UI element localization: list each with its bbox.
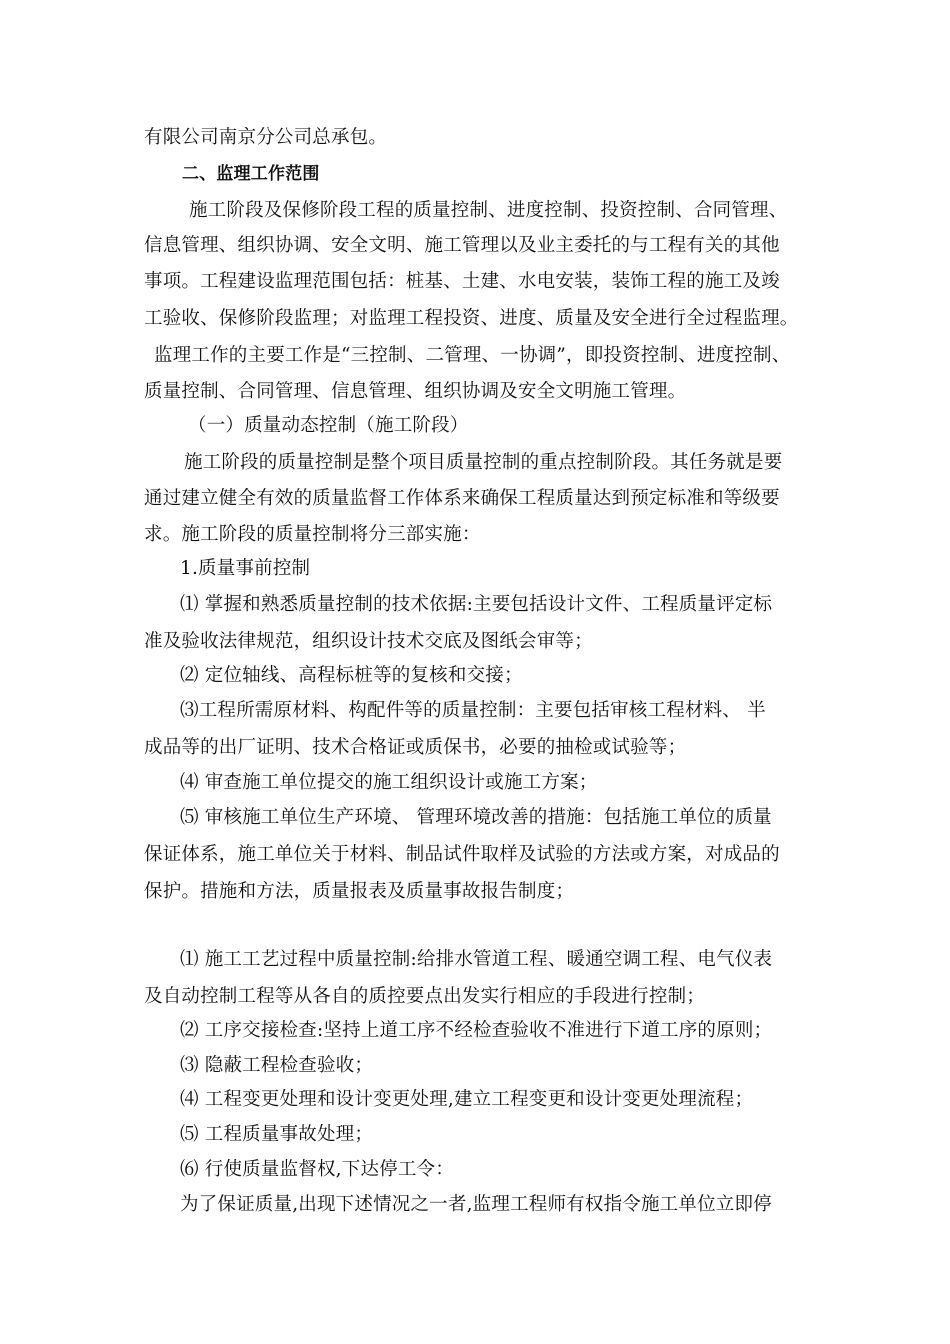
text-line: ⑴ 施工工艺过程中质量控制:给排水管道工程、暖通空调工程、电气仪表 <box>180 949 773 970</box>
text-line: ⑹ 行使质量监督权,下达停工令： <box>180 1159 454 1180</box>
text-line: 为了保证质量,出现下述情况之一者,监理工程师有权指令施工单位立即停 <box>180 1194 772 1215</box>
text-line: ⑷ 审查施工单位提交的施工组织设计或施工方案； <box>180 772 598 793</box>
text-line: 施工阶段的质量控制是整个项目质量控制的重点控制阶段。其任务就是要 <box>184 452 783 473</box>
text-line: ⑵ 定位轴线、高程标桩等的复核和交接； <box>180 665 523 686</box>
text-line: ⑸ 工程质量事故处理； <box>180 1124 374 1145</box>
text-line: 监理工作的主要工作是“三控制、二管理、一协调”，即投资控制、进度控制、 <box>154 345 791 366</box>
text-line: 保证体系，施工单位关于材料、制品试件取样及试验的方法或方案，对成品的 <box>144 844 780 865</box>
text-line: 质量控制、合同管理、信息管理、组织协调及安全文明施工管理。 <box>144 381 687 402</box>
text-line: 求。施工阶段的质量控制将分三部实施： <box>144 524 481 545</box>
text-line: 保护。措施和方法，质量报表及质量事故报告制度； <box>144 881 575 902</box>
text-line: ⑷ 工程变更处理和设计变更处理,建立工程变更和设计变更处理流程； <box>180 1089 754 1110</box>
subsection-heading: （一）质量动态控制（施工阶段） <box>188 415 469 436</box>
section-heading: 二、监理工作范围 <box>182 164 320 184</box>
text-line: 有限公司南京分公司总承包。 <box>144 127 388 148</box>
text-line: 成品等的出厂证明、技术合格证或质保书，必要的抽检或试验等； <box>144 737 687 758</box>
text-line: ⑴ 掌握和熟悉质量控制的技术依据:主要包括设计文件、工程质量评定标 <box>180 594 773 615</box>
text-line: 及自动控制工程等从各自的质控要点出发实行相应的手段进行控制； <box>144 986 706 1007</box>
text-line: 准及验收法律规范，组织设计技术交底及图纸会审等； <box>144 631 593 652</box>
text-line: ⑵ 工序交接检查:坚持上道工序不经检查验收不准进行下道工序的原则； <box>180 1020 773 1041</box>
text-line: 事项。工程建设监理范围包括：桩基、土建、水电安装，装饰工程的施工及竣 <box>144 271 780 292</box>
text-line: 工验收、保修阶段监理；对监理工程投资、进度、质量及安全进行全过程监理。 <box>144 308 799 329</box>
text-line: 信息管理、组织协调、安全文明、施工管理以及业主委托的与工程有关的其他 <box>144 235 780 256</box>
text-line: ⑶工程所需原材料、构配件等的质量控制：主要包括审核工程材料、 半 <box>180 700 766 721</box>
text-line: ⑸ 审核施工单位生产环境、 管理环境改善的措施：包括施工单位的质量 <box>180 807 772 828</box>
list-heading: 1.质量事前控制 <box>180 558 311 579</box>
text-line: 施工阶段及保修阶段工程的质量控制、进度控制、投资控制、合同管理、 <box>189 200 788 221</box>
text-line: ⑶ 隐蔽工程检查验收； <box>180 1055 374 1076</box>
text-line: 通过建立健全有效的质量监督工作体系来确保工程质量达到预定标准和等级要 <box>144 488 780 509</box>
